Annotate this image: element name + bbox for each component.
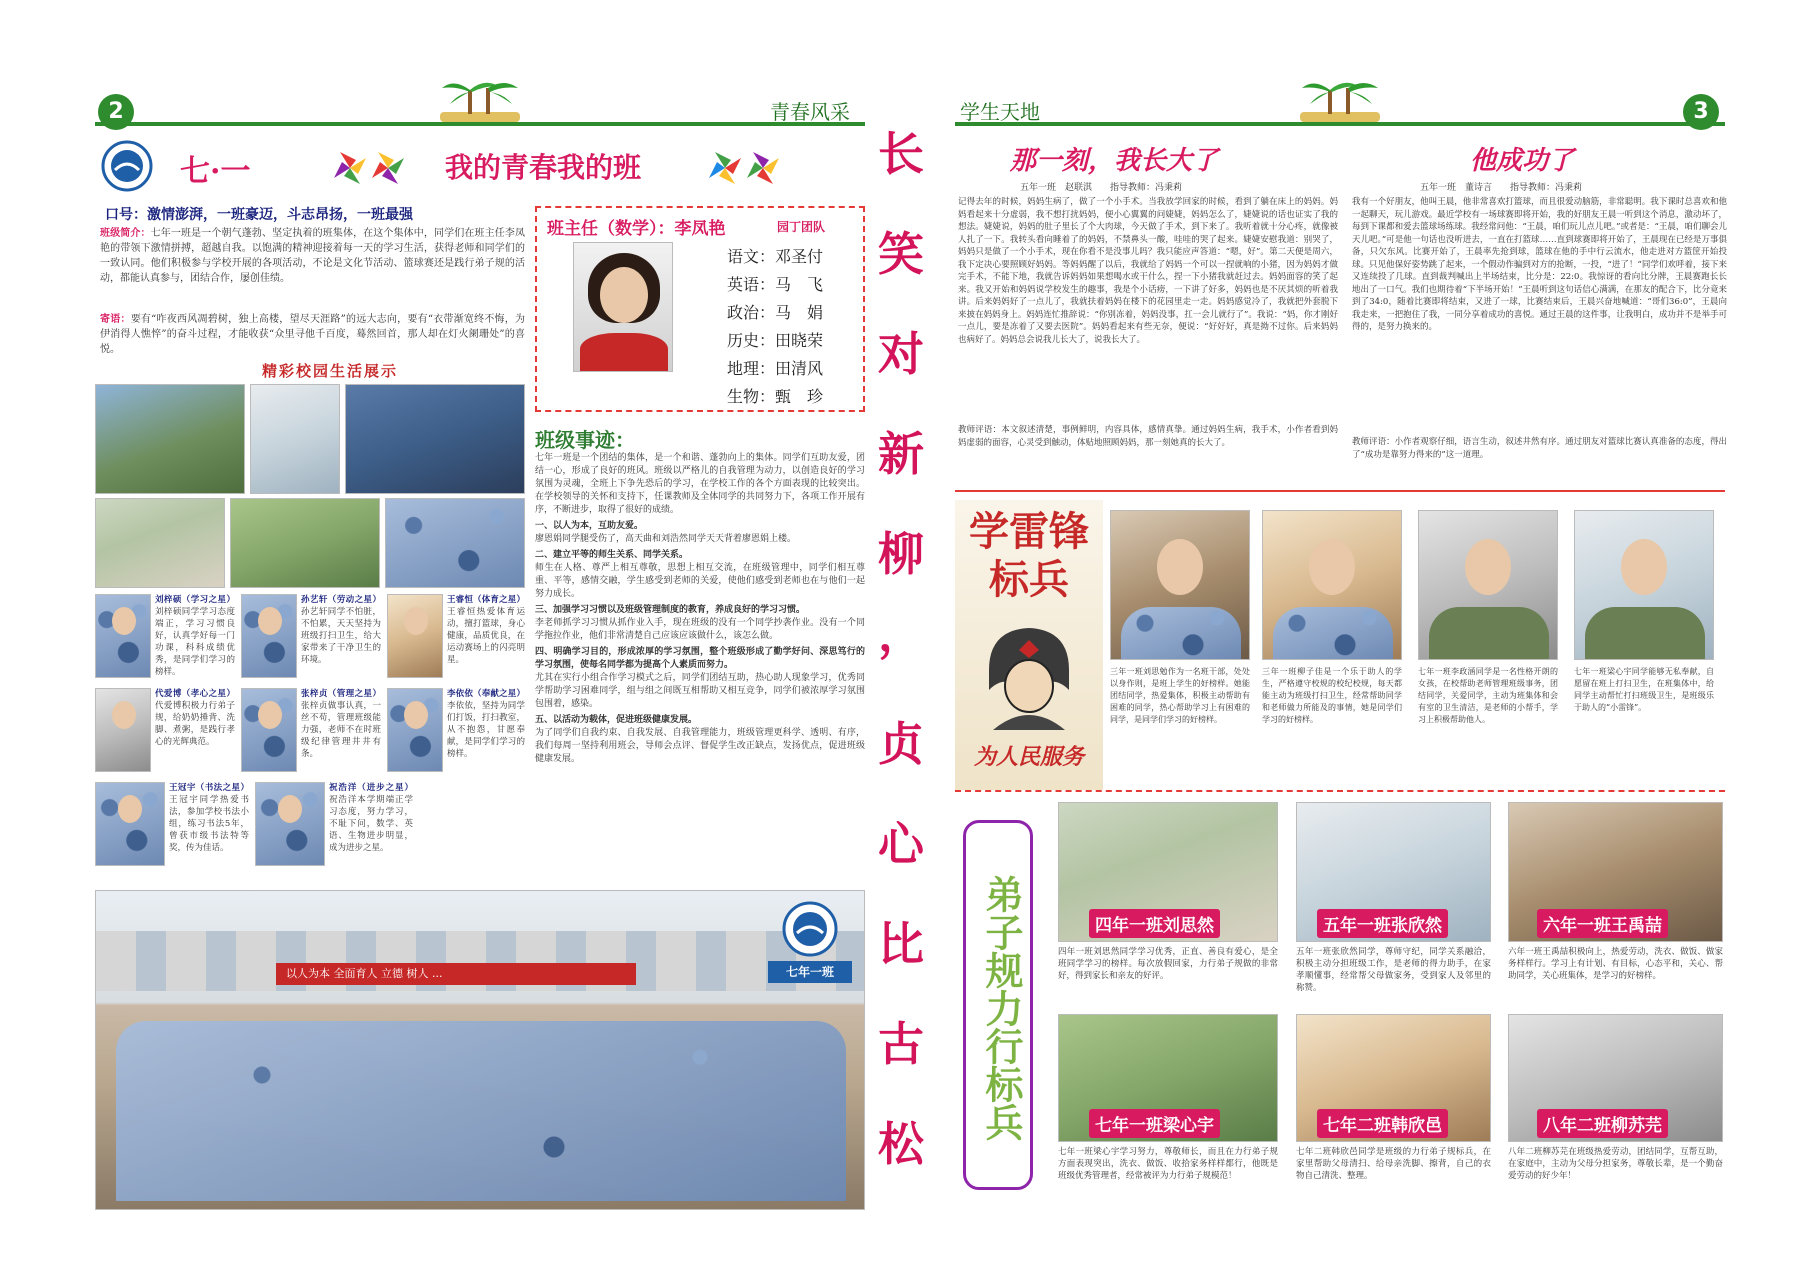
- deed-heading: 二、建立平等的师生关系、同学关系。: [535, 550, 689, 560]
- teacher-subject: 语文：: [727, 247, 776, 266]
- star-card: [301, 594, 381, 680]
- deed-text: 李老师抓学习习惯从抓作业入手，现在班级的没有一个同学抄袭作业。没有一个同学拖拉作业，他们非常清楚自己应该应该做什么，该怎么做。: [535, 618, 865, 641]
- motto-char: ，: [878, 607, 924, 661]
- teacher-subject: 生物：: [727, 387, 776, 406]
- motto-char: 古: [878, 1017, 924, 1071]
- campus-photo: [250, 384, 340, 494]
- palm-tree-icon: [440, 78, 520, 124]
- leifeng-student-photo: [1262, 510, 1402, 660]
- teacher-row: [727, 244, 823, 267]
- wish-label: 寄语：: [100, 314, 131, 325]
- campus-photo: [95, 384, 245, 494]
- essay1-comment: 教师评语：本文叙述清楚，事例鲜明，内容具体，感情真挚。通过妈妈生病，我手术，小作者看到妈妈虚弱的面容，心灵受到触动，体贴地照顾妈妈，那一刻她真的长大了。: [958, 425, 1338, 448]
- deed-heading: 一、以人为本，互助友爱。: [535, 521, 644, 531]
- campus-photo: [230, 498, 380, 588]
- team-label: 园丁团队: [777, 220, 826, 234]
- students-group: [116, 1021, 846, 1201]
- essay1-byline: 五年一班 赵联淇 指导教师：冯秉莉: [1020, 183, 1183, 193]
- dizigui-text: 六年一班王禹喆积极向上，热爱劳动，洗衣、做饭、做家务样样行。学习上有计划、有目标，心态平和，关心、帮助同学，关心班集体，是学习的好榜样。: [1508, 947, 1723, 981]
- motto-char: 贞: [878, 717, 924, 771]
- star-text: 孙艺轩同学不怕脏，不怕累，天天坚持为班级打扫卫生，给大家带来了干净卫生的环境。: [301, 607, 381, 665]
- dizigui-photo: [1508, 802, 1723, 942]
- dizigui-text: 八年二班柳苏芫在班级热爱劳动，团结同学，互帮互助，在家庭中，主动为父母分担家务，尊敬长辈，是一个勤奋爱劳动的好少年！: [1508, 1147, 1723, 1181]
- palm-tree-icon: [1300, 78, 1380, 124]
- star-text: 刘梓硕同学学习态度端正，学习习惯良好，认真学好每一门功课，科科成绩优秀，是同学们学习的榜样。: [155, 607, 235, 677]
- dizigui-text: 五年一班张欣然同学，尊师守纪，同学关系融洽，积极主动分担班级工作，是老师的得力助手，在家孝顺懂事，经常帮父母做家务，受到家人及邻里的称赞。: [1296, 947, 1491, 993]
- class-title: 我的青春我的班: [445, 151, 642, 184]
- teacher-name: 马 娟: [775, 303, 824, 322]
- dizigui-label: 七年一班梁心宇: [1089, 1109, 1220, 1138]
- student-photo: [387, 688, 443, 772]
- leifeng-poster: [955, 500, 1103, 790]
- pinwheel-icon: [705, 146, 785, 188]
- motto-char: 新: [878, 427, 924, 481]
- deed-heading: 五、以活动为载体，促进班级健康发展。: [535, 715, 698, 725]
- student-photo: [241, 594, 297, 678]
- leifeng-portrait-icon: [979, 620, 1079, 730]
- class-name: 七·一: [180, 154, 251, 189]
- star-card: [447, 594, 525, 680]
- dizigui-label: 八年二班柳苏芫: [1537, 1109, 1668, 1138]
- leifeng-student-photo: [1418, 510, 1558, 660]
- dizigui-label: 六年一班王禹喆: [1537, 909, 1668, 938]
- deed-heading: 三、加强学习习惯以及班级管理制度的教育，养成良好的学习习惯。: [535, 605, 806, 615]
- star-name: 代爱博（孝心之星）: [155, 689, 235, 699]
- motto-char: 心: [878, 817, 924, 871]
- left-section-name: 青春风采: [770, 100, 850, 124]
- dizigui-text: 七年一班梁心宇学习努力，尊敬师长，而且在力行弟子规方面表现突出，洗衣、做饭、收拾家务样样都行，他既是班级优秀管理者，经常被评为力行弟子规模范！: [1058, 1147, 1278, 1181]
- leifeng-text: 七年一班梁心宇同学能够无私奉献，自愿留在班上打扫卫生，在班集体中，给同学主动帮忙打扫班级卫生，是班级乐于助人的“小雷锋”。: [1574, 667, 1714, 712]
- star-card: [301, 688, 381, 774]
- intro-text: 七年一班是一个朝气蓬勃、坚定执着的班集体，在这个集体中，同学们在班主任李凤艳的带领下激情拼搏，超越自我。以饱满的精神迎接着每一天的学习生活，获得老师和同学们的一致认同。他们积极参与学校开展的各项活动，不论是文化节活动、篮球赛还是践行弟子规的活动，都能认真参与，团结合作，屡创佳绩。: [100, 228, 525, 284]
- star-name: 王睿恒（体育之星）: [447, 595, 525, 605]
- school-logo-icon: [782, 901, 838, 957]
- motto-char: 松: [878, 1117, 924, 1171]
- dizigui-title: 弟子规力行标兵: [979, 875, 1024, 1141]
- student-photo: [255, 782, 325, 866]
- leifeng-text: 七年一班李政涵同学是一名性格开朗的女孩，在校帮助老师管理班级事务，团结同学，关爱同学，主动为班集体和会有室的卫生清洁，是老师的小帮手，学习上积极帮助他人。: [1418, 667, 1558, 724]
- teacher-name: 田清风: [775, 359, 824, 378]
- campus-photo: [345, 384, 525, 494]
- star-text: 王冠宇同学热爱书法，参加学校书法小组，练习书法5年，曾获市级书法特等奖，传为佳话。: [169, 795, 249, 853]
- leifeng-text: 三年一班柳子佳是一个乐于助人的学生，严格遵守校规的校纪校规，每天都能主动为班级打扫卫生，经常帮助同学和老师做力所能及的事情，她是同学们学习的好榜样。: [1262, 667, 1402, 724]
- leifeng-text: 三年一班刘思勉作为一名班干部，处处以身作则，是班上学生的好榜样。她能团结同学，热爱集体，积极主动帮助有困难的同学，热心帮助学习上有困难的同学，是同学们学习的好榜样。: [1110, 667, 1250, 724]
- teacher-subject: 地理：: [727, 359, 776, 378]
- star-name: 刘梓硕（学习之星）: [155, 595, 235, 605]
- head-teacher-label: 班主任（数学）：李凤艳: [547, 219, 726, 239]
- dizigui-text: 七年二班韩欣邑同学是班级的力行弟子规标兵，在家里帮助父母清扫、给母亲洗脚、擦背，自己的衣物自己清洗、整理。: [1296, 1147, 1491, 1181]
- star-text: 王睿恒热爱体育运动，擅打篮球，身心健康，品质优良，在运动赛场上的闪亮明星。: [447, 607, 525, 665]
- dizigui-photo: [1058, 802, 1278, 942]
- student-photo: [387, 594, 443, 678]
- dizigui-photo: [1296, 802, 1491, 942]
- deeds-content: [535, 452, 865, 884]
- student-photo: [241, 688, 297, 772]
- class-stars-grid: [95, 594, 525, 874]
- school-logo-icon: [101, 140, 153, 192]
- leifeng-student-photo: [1110, 510, 1250, 660]
- intro-label: 班级简介：: [100, 228, 151, 239]
- section-divider: [955, 790, 1725, 792]
- gallery-title: 精彩校园生活展示: [261, 362, 398, 380]
- student-photo: [95, 688, 151, 772]
- left-page-number: 2: [98, 94, 134, 130]
- right-page-number: 3: [1683, 94, 1719, 130]
- school-banner: 以人为本 全面育人 立德 树人 ...: [276, 963, 636, 985]
- class-slogan: 口号：激情澎湃，一班豪迈，斗志昂扬，一班最强: [105, 207, 413, 223]
- teacher-row: [727, 300, 823, 323]
- star-name: 王冠宇（书法之星）: [169, 783, 249, 793]
- essay2-text: 我有一个好朋友，他叫王晨，他非常喜欢打篮球，而且很爱动脑筋，非常聪明。我下课时总喜欢和他一起聊天，玩儿游戏。最近学校有一场球赛即将开始，我的好朋友王晨一听到这个消息，激动坏了，每到下课都和爱去篮球场练球。我经常问他：“王晨，咱们玩儿点儿吧。”或者是：“王晨，咱们聊会儿天儿吧。”可是他一句话也没听进去，一直在打篮球……直到球赛即将开始了，王晨现在已经是万事俱备，只欠东风。比赛开始了，王晨率先抢到球，篮球在他的手中行云流水，他走进对方篮筐开始投球。只见他保好姿势跳了起来，一个假动作骗到对方的抢断，一投，“进了！”同学们欢呼着，接下来又连续投了几球。直到裁判喊出上半场结束，比分是：22:0。我惊讶的看向比分牌，王晨赛跑长长地出了一口气。我们也期待着“下半场开始！”王晨听到这句话信心满满，在那友的配合下，比分竟来到了34:0，随着比赛即将结束，又进了一球，比赛结束后，王晨兴奋地喊道：“哥们36:0”，王晨向我走来，一把抱住了我，一同分享着成功的喜悦。通过王晨的这件事，让我明白，成功并不是举手可得的，是努力换来的。: [1352, 197, 1727, 332]
- section-divider: [955, 490, 1725, 492]
- teacher-row: [727, 356, 823, 379]
- deed-text: 尤其在实行小组合作学习模式之后，同学们团结互助，热心助人现象学习，优秀同学帮助学习困难同学，组与组之间既互相帮助又相互竞争，同学们被浓厚学习氛围包围着，感染。: [535, 673, 865, 709]
- teacher-name: 甄 珍: [775, 387, 824, 406]
- dizigui-label: 五年一班张欣然: [1317, 909, 1448, 938]
- teacher-subject: 历史：: [727, 331, 776, 350]
- star-name: 张梓贞（管理之星）: [301, 689, 381, 699]
- star-name: 孙艺轩（劳动之星）: [301, 595, 381, 605]
- essay2-comment: 教师评语：小作者观察仔细，语言生动，叙述井然有序。通过朋友对篮球比赛认真准备的态度，得出了“成功是靠努力得来的”这一道理。: [1352, 437, 1727, 460]
- star-text: 祝浩洋本学期端正学习态度，努力学习，不耻下问，数学、英语、生物进步明显，成为进步之星。: [329, 795, 413, 853]
- motto-char: 长: [878, 127, 924, 181]
- star-name: 祝浩洋（进步之星）: [329, 783, 413, 793]
- campus-photo: [385, 498, 525, 588]
- student-photo: [95, 782, 165, 866]
- dizigui-photo: [1508, 1014, 1723, 1142]
- star-card: [447, 688, 525, 774]
- essay2-byline: 五年一班 董诗言 指导教师：冯秉莉: [1420, 183, 1583, 193]
- dizigui-photo: [1296, 1014, 1491, 1142]
- essay1-title: 那一刻，我长大了: [1010, 146, 1219, 176]
- motto-char: 比: [878, 917, 924, 971]
- leifeng-student-photo: [1574, 510, 1714, 660]
- teacher-name: 马 飞: [775, 275, 824, 294]
- teacher-name: 邓圣付: [775, 247, 824, 266]
- teacher-row: [727, 272, 823, 295]
- dizigui-text: 四年一班刘思然同学学习优秀，正直、善良有爱心，是全班同学学习的榜样。每次放假回家，力行弟子规做的非常好，得到家长和亲友的好评。: [1058, 947, 1278, 981]
- deed-heading: 四、明确学习目的，形成浓厚的学习氛围，整个班级形成了勤学好问、深思笃行的学习氛围，使每名同学都为提高个人素质而努力。: [535, 647, 865, 670]
- star-text: 李依依，坚持为同学们打饭，打扫教室，从不抱怨，甘愿奉献，是同学们学习的榜样。: [447, 701, 525, 759]
- star-card: [169, 782, 249, 868]
- deeds-intro: 七年一班是一个团结的集体，是一个和谐、蓬勃向上的集体。同学们互助友爱，团结一心，形成了良好的班风。班级以严格儿的自我管理为动力，以创造良好的学习氛围为灵魂，全班上下争先恐后的学习，在学校工作的各个方面表现的比较突出。在学校领导的关怀和支持下，任课教师及全体同学的共同努力下，各项工作开展有序，不断进步，取得了很好的成绩。: [535, 453, 865, 515]
- class-wish: [100, 312, 525, 358]
- essay2-title: 他成功了: [1470, 146, 1575, 176]
- star-name: 李依依（奉献之星）: [447, 689, 525, 699]
- teacher-name: 田晓荣: [775, 331, 824, 350]
- star-card: [155, 594, 235, 680]
- deed-text: 师生在人格、尊严上相互尊敬，思想上相互交流，在班级管理中，同学们相互尊重、平等，感情交融，学生感受到老师的关爱，使他们感受到老师也在与他们一起努力成长。: [535, 563, 865, 599]
- right-section-name: 学生天地: [960, 100, 1040, 124]
- teacher-subject: 政治：: [727, 303, 776, 322]
- teacher-box: [535, 206, 865, 412]
- class-title-row: [95, 138, 865, 196]
- dizigui-label: 四年一班刘思然: [1089, 909, 1220, 938]
- pinwheel-icon: [330, 146, 410, 188]
- motto-char: 笑: [878, 227, 924, 281]
- dizigui-label: 七年二班韩欣邑: [1317, 1109, 1448, 1138]
- essay1-text: 记得去年的时候，妈妈生病了，做了一个小手术。当我放学回家的时候，看到了躺在床上的妈妈。妈妈看起来十分虚弱，我不想打扰妈妈，便小心翼翼的问婕婕，妈妈怎么了，婕婕说的话也证实了我的想法。婕婕说，妈妈的肚子里长了个大肉球，今天做了手术，到下来了。我听着就十分心疼，就像被人扎了一下。我转头看向睡着了的妈妈，不禁鼻头一酸，哇哇的哭了起来。婕婕安慰我道：别哭了，妈妈只是做了一个小手术，现在你看不是没事儿吗？我只能应声答道：“嗯，好”。第二天便是周六，我下定决心要照顾好妈妈。等妈妈醒了以后，我就给了妈妈一个可以一捏就响的小猪，因为妈妈才做完手术，不能下地，我就告诉妈妈如果想喝水或干什么，捏一下小猪我就赶过去。妈妈面容的笑了起来。我又开始和妈妈说学校发生的趣事，我是个小话痨，一下讲了好多，妈妈也是不厌其烦的听着我讲。后来妈妈好了一点儿了，我就扶着妈妈在楼下的花园里走一走。妈妈感觉冷了，我就把外套脱下来披在妈妈身上。妈妈连忙推辞说：“你别冻着，妈妈没事，扛一会儿就行了”。我说：“妈，你才刚好一点儿，要是冻着了又要去医院”。妈妈看起来有些无奈，便说：“好好好，真是拗不过你。后来妈妈也病好了。妈妈总会说我儿长大了，说我长大了。: [958, 197, 1338, 345]
- dizigui-title-box: [963, 820, 1033, 1190]
- teacher-row: [727, 328, 823, 351]
- deeds-title: 班级事迹：: [535, 428, 635, 452]
- deed-text: 廖恩娟同学腿受伤了，高天曲和刘浩然同学天天背着廖恩娟上楼。: [535, 534, 797, 544]
- campus-photo: [95, 498, 225, 588]
- deed-text: 为了同学们自我约束、自我发展、自我管理能力，班级管理更科学、透明、有序，我们每周一坚持利用班会，导师会点评、督促学生改正缺点，发扬优点，促进班级健康发展。: [535, 728, 865, 764]
- star-card: [155, 688, 235, 774]
- leifeng-poster-text: 为人民服务: [973, 744, 1084, 770]
- teacher-row: [727, 384, 823, 407]
- class-intro: [100, 226, 525, 312]
- star-text: 张梓贞做事认真，一丝不苟，管理班级能力强，老师不在时班级纪律管理井井有条。: [301, 701, 381, 759]
- motto-char: 柳: [878, 527, 924, 581]
- star-text: 代爱博积极力行弟子规，给奶奶捶背、洗脚、煮粥，是践行孝心的光辉典范。: [155, 701, 235, 747]
- star-card: [329, 782, 413, 868]
- group-photo-label: 七年一班: [768, 961, 852, 983]
- dizigui-photo: [1058, 1014, 1278, 1142]
- head-teacher-photo: [573, 242, 673, 372]
- wish-text: 要有“咋夜西风凋碧树，独上高楼，望尽天涯路”的远大志向，要有“衣带渐宽终不悔，为伊消得人憔悴”的奋斗过程，才能收获“众里寻他千百度，蓦然回首，那人却在灯火阑珊处”的喜悦。: [100, 314, 525, 355]
- motto-char: 对: [878, 327, 924, 381]
- teacher-subject: 英语：: [727, 275, 776, 294]
- leifeng-title: 学雷锋标兵: [969, 508, 1089, 603]
- student-photo: [95, 594, 151, 678]
- class-group-photo: [95, 890, 865, 1210]
